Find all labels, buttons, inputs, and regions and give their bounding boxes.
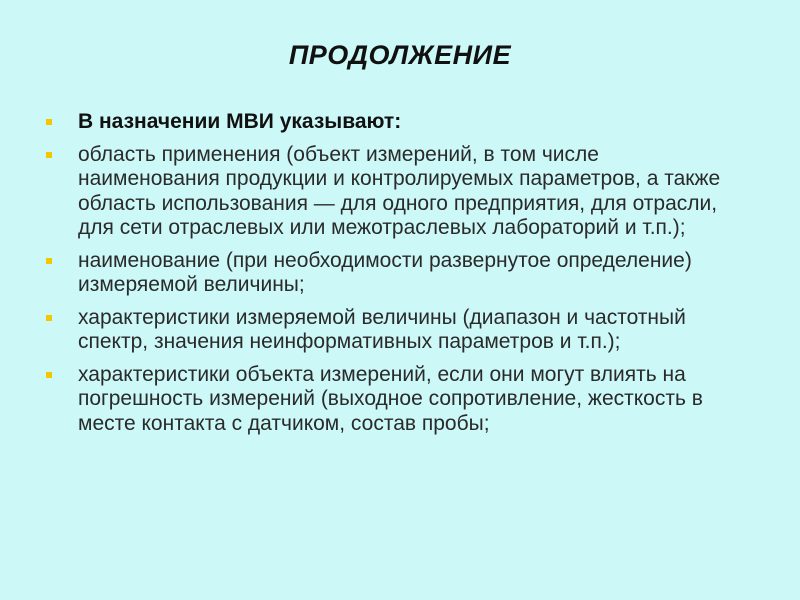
bullet-item (44, 143, 734, 241)
square-bullet-icon (46, 119, 52, 125)
bullet-text: В назначении МВИ указывают: (78, 110, 402, 133)
bullet-item (44, 363, 734, 437)
slide-content (44, 110, 734, 444)
square-bullet-icon (46, 372, 52, 378)
bullet-item (44, 110, 734, 135)
bullet-item (44, 306, 734, 355)
square-bullet-icon (46, 152, 52, 158)
bullet-list (44, 110, 734, 436)
bullet-item (44, 249, 734, 298)
bullet-text: характеристики измеряемой величины (диапазон и частотный спектр, значения неинформативных параметров и т.п.); (78, 305, 686, 353)
bullet-text: наименование (при необходимости развернутое определение) измеряемой величины; (78, 248, 692, 296)
bullet-text: характеристики объекта измерений, если они могут влиять на погрешность измерений (выходное сопротивление, жесткость в месте контакта с датчиком, состав пробы; (78, 362, 703, 435)
square-bullet-icon (46, 315, 52, 321)
bullet-text: область применения (объект измерений, в том числе наименования продукции и контролируемых параметров, а также область использования — для одного предприятия, для отрасли, для сети отраслевых или межотраслевых лабораторий и т.п.); (78, 142, 721, 239)
square-bullet-icon (46, 258, 52, 264)
slide-title: ПРОДОЛЖЕНИЕ (288, 40, 512, 70)
